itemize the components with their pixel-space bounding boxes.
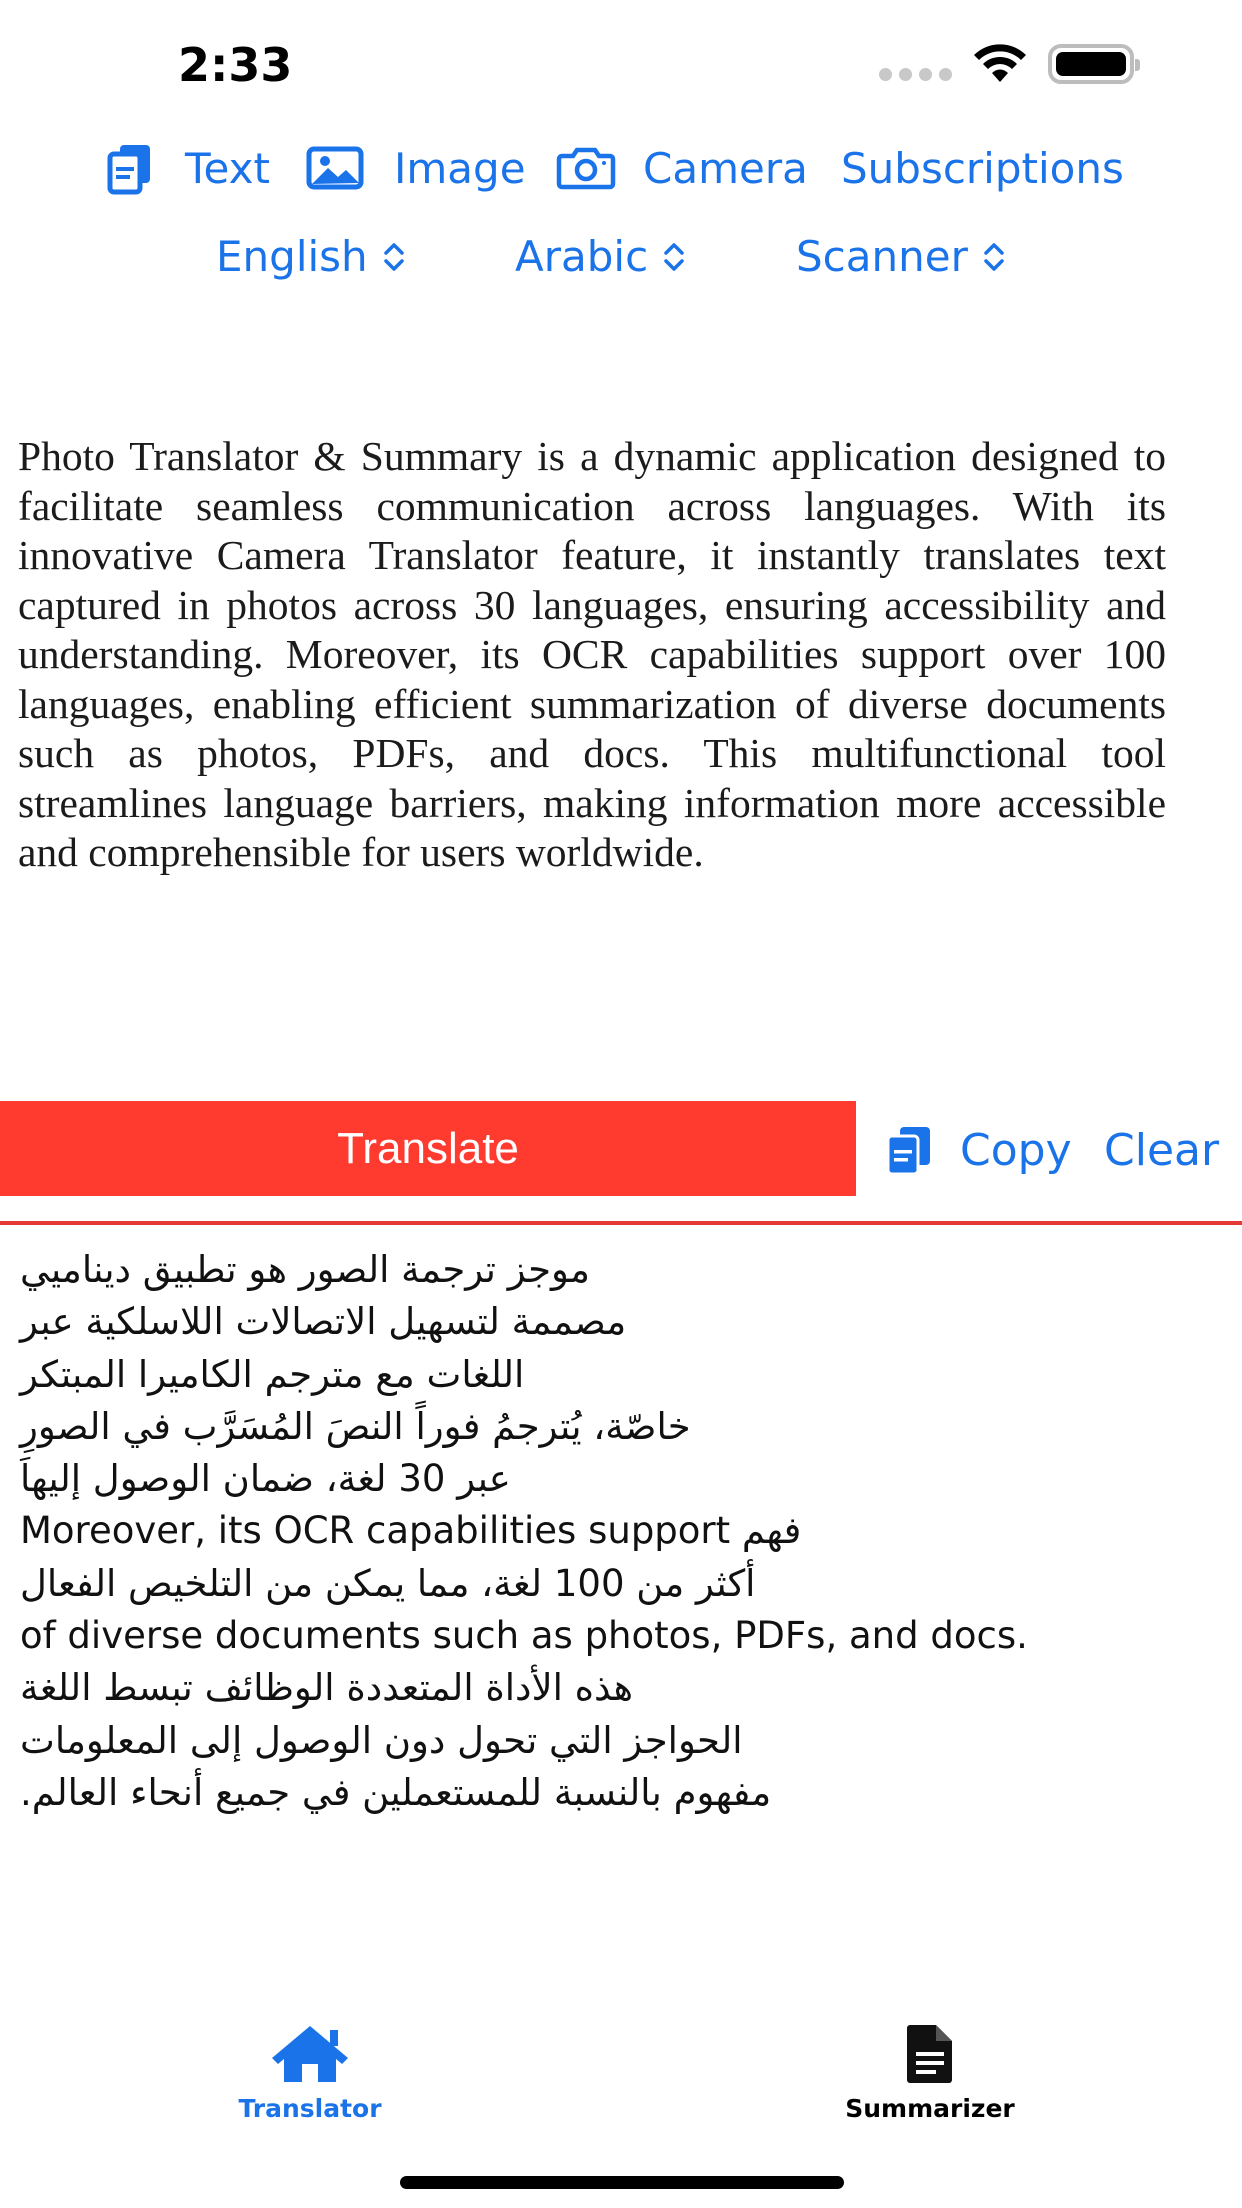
source-text: Photo Translator & Summary is a dynamic application designed to facilitate seamless communication across languages. With its innovative Camera Translator feature, it instantly translates text captured in photos across 30 languages, ensuring accessibility and understanding. Moreover, its OCR capabilities support over 100 languages, enabling efficient summarization of diverse documents such as photos, PDFs, and docs. This multifunctional tool streamlines language barriers, making information more accessible and comprehensible for users worldwide. bbox=[18, 433, 1166, 875]
image-mode-label: Image bbox=[394, 143, 526, 193]
source-language-picker[interactable] bbox=[216, 232, 406, 281]
translated-line: خاصّة، يُترجمُ فوراً النصَ المُسَرَّب في الصورِ bbox=[20, 1404, 691, 1448]
camera-mode-label: Camera bbox=[643, 143, 808, 193]
translated-line: مصممة لتسهيل الاتصالات اللاسلكية عبر bbox=[20, 1300, 627, 1344]
signal-dots-icon bbox=[879, 68, 952, 81]
translated-text bbox=[20, 1244, 1230, 1819]
tab-summarizer-label: Summarizer bbox=[845, 2094, 1015, 2123]
top-toolbar bbox=[0, 138, 1242, 198]
divider bbox=[0, 1221, 1242, 1225]
chevron-up-down-icon bbox=[382, 239, 406, 275]
translated-line: الحواجز التي تحول دون الوصول إلى المعلومات bbox=[20, 1718, 743, 1762]
text-mode-button[interactable] bbox=[104, 138, 270, 198]
status-time: 2:33 bbox=[178, 38, 293, 92]
photo-icon bbox=[306, 146, 364, 190]
copy-label: Copy bbox=[960, 1124, 1072, 1176]
translated-line: هذه الأداة المتعددة الوظائف تبسط اللغة bbox=[20, 1666, 633, 1710]
tab-bar bbox=[0, 2010, 1242, 2160]
copy-icon bbox=[884, 1124, 936, 1176]
translated-line: اللغات مع مترجم الكاميرا المبتكر bbox=[20, 1352, 525, 1396]
camera-mode-button[interactable] bbox=[556, 138, 808, 198]
translated-line: Moreover, its OCR capabilities support فهم bbox=[20, 1509, 802, 1553]
tab-summarizer[interactable] bbox=[810, 2022, 1050, 2123]
translate-button[interactable]: Translate bbox=[0, 1101, 856, 1196]
mode-label: Scanner bbox=[796, 232, 968, 281]
translated-line: موجز ترجمة الصور هو تطبيق ديناميي bbox=[20, 1248, 590, 1291]
document-icon bbox=[898, 2022, 962, 2086]
language-pickers bbox=[0, 232, 1242, 288]
clear-label: Clear bbox=[1104, 1124, 1220, 1176]
wifi-icon bbox=[972, 44, 1028, 84]
chevron-up-down-icon bbox=[982, 239, 1006, 275]
tab-translator[interactable] bbox=[190, 2022, 430, 2123]
copy-button[interactable] bbox=[884, 1118, 1072, 1182]
translated-line: عبر 30 لغة، ضمان الوصول إليهاَ bbox=[20, 1457, 511, 1501]
chevron-up-down-icon bbox=[662, 239, 686, 275]
translated-line: of diverse documents such as photos, PDFs, and docs. bbox=[20, 1614, 1028, 1658]
mode-picker[interactable] bbox=[796, 232, 1006, 281]
subscriptions-button[interactable] bbox=[841, 138, 1124, 198]
text-mode-label: Text bbox=[185, 143, 270, 193]
target-language-label: Arabic bbox=[515, 232, 649, 281]
translated-line: أكثر من 100 لغة، مما يمكن من التلخيص الفعال bbox=[20, 1561, 756, 1605]
document-copy-icon bbox=[104, 141, 158, 195]
status-icons bbox=[879, 44, 1134, 84]
image-mode-button[interactable] bbox=[306, 138, 526, 198]
house-icon bbox=[268, 2022, 352, 2086]
home-indicator bbox=[400, 2176, 844, 2189]
translated-line: مفهوم بالنسبة للمستعملين في جميع أنحاء العالم. bbox=[20, 1770, 772, 1814]
battery-icon bbox=[1048, 44, 1134, 84]
clear-button[interactable] bbox=[1104, 1118, 1219, 1182]
source-language-label: English bbox=[216, 232, 368, 281]
target-language-picker[interactable] bbox=[515, 232, 686, 281]
tab-translator-label: Translator bbox=[238, 2094, 382, 2123]
subscriptions-label: Subscriptions bbox=[841, 143, 1124, 193]
camera-icon bbox=[556, 146, 616, 190]
